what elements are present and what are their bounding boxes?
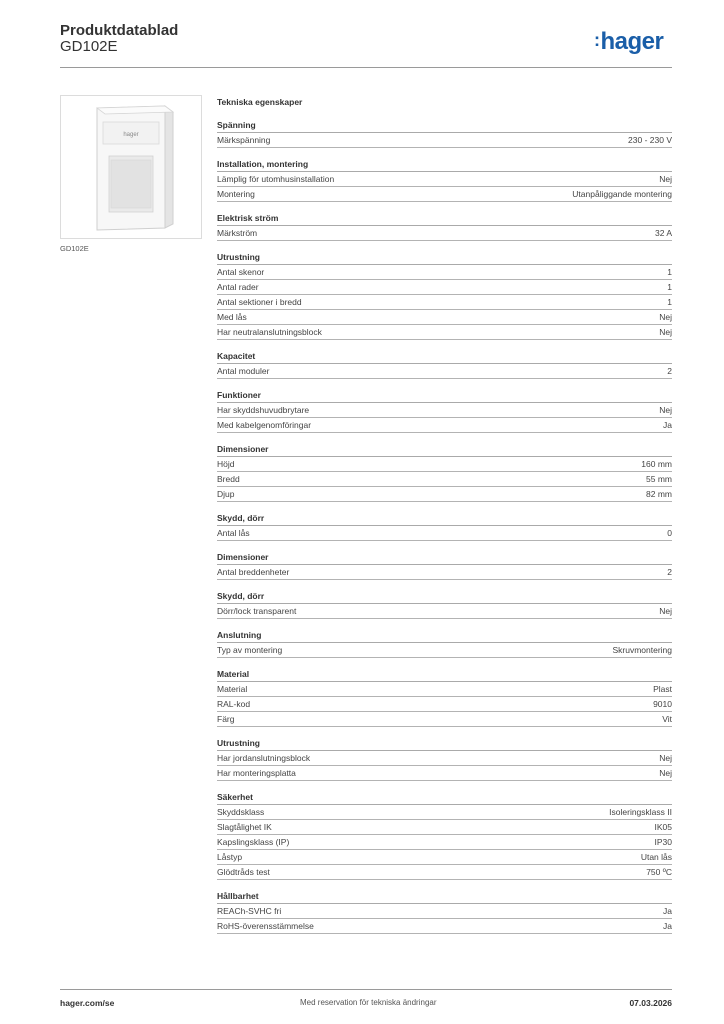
spec-label: Märkström bbox=[217, 228, 258, 238]
spec-row bbox=[217, 820, 672, 835]
specs-title: Tekniska egenskaper bbox=[217, 97, 303, 107]
spec-group bbox=[217, 443, 672, 502]
spec-label: Har neutralanslutningsblock bbox=[217, 327, 322, 337]
spec-label: Med kabelgenomföringar bbox=[217, 420, 312, 430]
spec-label: Dörr/lock transparent bbox=[217, 606, 297, 616]
enclosure-illustration bbox=[61, 96, 201, 238]
spec-label: Glödtråds test bbox=[217, 867, 270, 877]
spec-value: Nej bbox=[659, 405, 672, 415]
spec-row bbox=[217, 265, 672, 280]
spec-row bbox=[217, 187, 672, 202]
spec-label: Lämplig för utomhusinstallation bbox=[217, 174, 335, 184]
spec-label: Antal sektioner i bredd bbox=[217, 297, 302, 307]
spec-group bbox=[217, 668, 672, 727]
spec-row bbox=[217, 226, 672, 241]
spec-group bbox=[217, 158, 672, 202]
footer-website-link[interactable]: hager.com/se bbox=[60, 998, 115, 1008]
spec-row bbox=[217, 835, 672, 850]
spec-value: 9010 bbox=[653, 699, 672, 709]
spec-row bbox=[217, 919, 672, 934]
spec-row bbox=[217, 766, 672, 781]
spec-row bbox=[217, 712, 672, 727]
spec-group-title: Kapacitet bbox=[217, 350, 672, 364]
spec-group bbox=[217, 551, 672, 580]
spec-label: Djup bbox=[217, 489, 235, 499]
spec-value: Skruvmontering bbox=[612, 645, 672, 655]
footer-note: Med reservation för tekniska ändringar bbox=[300, 998, 437, 1007]
spec-row bbox=[217, 697, 672, 712]
spec-value: 2 bbox=[667, 567, 672, 577]
spec-group-title: Dimensioner bbox=[217, 443, 672, 457]
logo-text: hager bbox=[600, 28, 664, 55]
spec-label: Har jordanslutningsblock bbox=[217, 753, 311, 763]
spec-row bbox=[217, 904, 672, 919]
spec-label: Har skyddshuvudbrytare bbox=[217, 405, 310, 415]
spec-label: RoHS-överensstämmelse bbox=[217, 921, 314, 931]
spec-row bbox=[217, 805, 672, 820]
spec-label: Höjd bbox=[217, 459, 235, 469]
spec-value: 750 ºC bbox=[646, 867, 672, 877]
spec-groups bbox=[217, 119, 672, 934]
spec-row bbox=[217, 403, 672, 418]
logo-dots-icon: : bbox=[594, 30, 600, 50]
svg-text:hager: hager bbox=[123, 132, 139, 138]
spec-row bbox=[217, 850, 672, 865]
spec-value: 2 bbox=[667, 366, 672, 376]
hager-logo[interactable] bbox=[594, 28, 663, 56]
spec-label: Montering bbox=[217, 189, 255, 199]
spec-value: 82 mm bbox=[646, 489, 672, 499]
spec-value: Nej bbox=[659, 753, 672, 763]
spec-group-title: Skydd, dörr bbox=[217, 512, 672, 526]
spec-group-title: Hållbarhet bbox=[217, 890, 672, 904]
spec-value: Nej bbox=[659, 768, 672, 778]
spec-label: Slagtålighet IK bbox=[217, 822, 272, 832]
spec-row bbox=[217, 565, 672, 580]
spec-group bbox=[217, 350, 672, 379]
spec-value: Utanpåliggande montering bbox=[572, 189, 672, 199]
spec-group bbox=[217, 791, 672, 880]
spec-row bbox=[217, 325, 672, 340]
spec-label: Låstyp bbox=[217, 852, 243, 862]
spec-row bbox=[217, 280, 672, 295]
spec-group-title: Elektrisk ström bbox=[217, 212, 672, 226]
spec-row bbox=[217, 604, 672, 619]
spec-label: Antal moduler bbox=[217, 366, 270, 376]
spec-row bbox=[217, 643, 672, 658]
spec-value: Nej bbox=[659, 327, 672, 337]
spec-label: Material bbox=[217, 684, 248, 694]
spec-label: RAL-kod bbox=[217, 699, 251, 709]
spec-row bbox=[217, 418, 672, 433]
spec-value: Utan lås bbox=[640, 852, 672, 862]
spec-row bbox=[217, 526, 672, 541]
image-caption: GD102E bbox=[60, 244, 89, 253]
spec-value: Ja bbox=[663, 906, 672, 916]
spec-group bbox=[217, 389, 672, 433]
spec-value: Vit bbox=[662, 714, 672, 724]
spec-row bbox=[217, 457, 672, 472]
spec-group-title: Material bbox=[217, 668, 672, 682]
spec-row bbox=[217, 295, 672, 310]
header-divider bbox=[60, 67, 672, 68]
spec-row bbox=[217, 133, 672, 148]
spec-label: Har monteringsplatta bbox=[217, 768, 296, 778]
spec-value: IK05 bbox=[654, 822, 672, 832]
technical-specs bbox=[217, 95, 672, 944]
spec-label: Bredd bbox=[217, 474, 240, 484]
spec-label: Färg bbox=[217, 714, 235, 724]
spec-group bbox=[217, 512, 672, 541]
spec-label: Antal breddenheter bbox=[217, 567, 290, 577]
spec-row bbox=[217, 172, 672, 187]
spec-value: Ja bbox=[663, 420, 672, 430]
spec-group-title: Utrustning bbox=[217, 737, 672, 751]
spec-row bbox=[217, 472, 672, 487]
spec-group-title: Skydd, dörr bbox=[217, 590, 672, 604]
product-image bbox=[60, 95, 202, 239]
spec-label: Skyddsklass bbox=[217, 807, 265, 817]
product-code: GD102E bbox=[60, 38, 118, 55]
spec-group bbox=[217, 629, 672, 658]
spec-group bbox=[217, 590, 672, 619]
spec-group-title: Säkerhet bbox=[217, 791, 672, 805]
spec-group-title: Spänning bbox=[217, 119, 672, 133]
spec-row bbox=[217, 751, 672, 766]
spec-group-title: Funktioner bbox=[217, 389, 672, 403]
spec-label: Typ av montering bbox=[217, 645, 283, 655]
spec-group bbox=[217, 212, 672, 241]
spec-value: Nej bbox=[659, 174, 672, 184]
spec-label: Kapslingsklass (IP) bbox=[217, 837, 290, 847]
spec-label: Antal skenor bbox=[217, 267, 265, 277]
footer-date: 07.03.2026 bbox=[629, 998, 672, 1008]
spec-group-title: Dimensioner bbox=[217, 551, 672, 565]
spec-value: IP30 bbox=[654, 837, 672, 847]
spec-row bbox=[217, 310, 672, 325]
spec-value: Ja bbox=[663, 921, 672, 931]
spec-group bbox=[217, 737, 672, 781]
spec-row bbox=[217, 865, 672, 880]
spec-group-title: Utrustning bbox=[217, 251, 672, 265]
spec-value: 160 mm bbox=[641, 459, 672, 469]
spec-value: Plast bbox=[653, 684, 672, 694]
spec-group-title: Installation, montering bbox=[217, 158, 672, 172]
spec-row bbox=[217, 364, 672, 379]
spec-group bbox=[217, 890, 672, 934]
footer-divider bbox=[60, 989, 672, 990]
spec-value: 230 - 230 V bbox=[628, 135, 672, 145]
spec-label: Antal lås bbox=[217, 528, 250, 538]
spec-label: Märkspänning bbox=[217, 135, 271, 145]
spec-label: Antal rader bbox=[217, 282, 259, 292]
spec-value: Isoleringsklass II bbox=[609, 807, 672, 817]
spec-group-title: Anslutning bbox=[217, 629, 672, 643]
spec-value: Nej bbox=[659, 312, 672, 322]
spec-row bbox=[217, 682, 672, 697]
spec-value: Nej bbox=[659, 606, 672, 616]
spec-label: REACh-SVHC fri bbox=[217, 906, 282, 916]
spec-group bbox=[217, 251, 672, 340]
spec-value: 1 bbox=[667, 297, 672, 307]
spec-row bbox=[217, 487, 672, 502]
page-title: Produktdatablad bbox=[60, 22, 179, 39]
spec-group bbox=[217, 119, 672, 148]
spec-label: Med lås bbox=[217, 312, 247, 322]
spec-value: 0 bbox=[667, 528, 672, 538]
spec-value: 1 bbox=[667, 267, 672, 277]
spec-value: 32 A bbox=[654, 228, 672, 238]
spec-value: 1 bbox=[667, 282, 672, 292]
spec-value: 55 mm bbox=[646, 474, 672, 484]
